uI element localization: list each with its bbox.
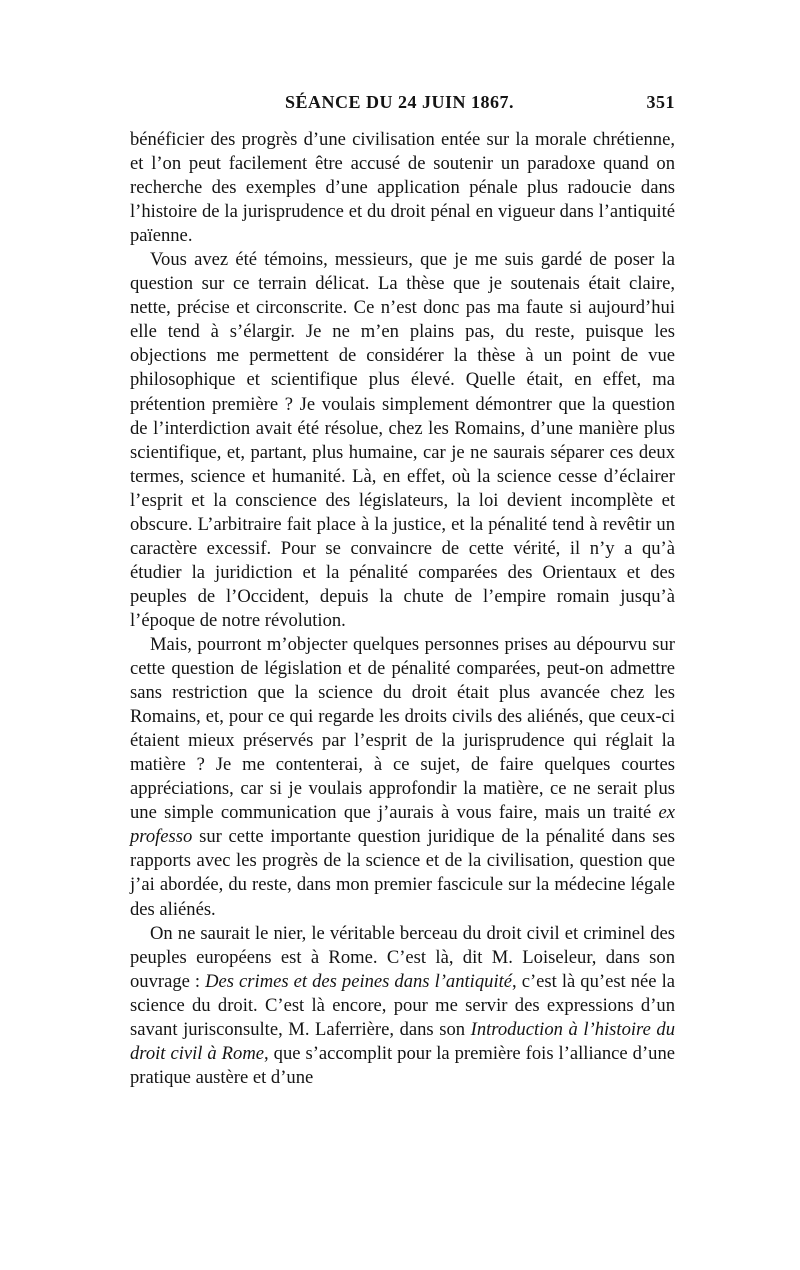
text-segment: , que s’accomplit pour la première fois l’alliance d’une pratique austère et d’une [130,1042,675,1088]
text-segment: Mais, pourront m’objecter quelques personnes prises au dépourvu sur cette question de législation et de pénalité comparées, peut-on admettre sans restriction que la science du droit était plus avancée chez les Romains, et, pour ce qui regarde les droits civils des aliénés, que ceux-ci étaient mieux préservés par l’esprit de la jurisprudence qui réglait la matière ? Je me contenterai, à ce sujet, de faire quelques courtes appréciations, car si je voulais approfondir la matière, ce ne serait plus une simple communication que j’aurais à vous faire, mais un traité [130,633,675,824]
running-header [130,92,675,118]
text-segment: bénéficier des progrès d’une civilisation entée sur la morale chrétienne, et l’on peut facilement être accusé de soutenir un paradoxe quand on recherche des exemples d’une application pénale plus radoucie dans l’histoire de la jurisprudence et du droit pénal en vigueur dans l’antiquité païenne. [130,129,675,247]
italic-segment: Des crimes et des peines dans l’antiquité [205,970,513,992]
header-title: SÉANCE DU 24 JUIN 1867. [285,92,515,112]
text-segment: Vous avez été témoins, messieurs, que je me suis gardé de poser la question sur ce terrain délicat. La thèse que je soutenais était claire, nette, précise et circonscrite. Ce n’est donc pas ma faute si aujourd’hui elle tend à s’élargir. Je ne m’en plains pas, du reste, puisque les objections me permettent de considérer la thèse à un point de vue philosophique et scientifique plus élevé. Quelle était, en effet, ma prétention première ? Je voulais simplement démontrer que la question de l’interdiction avait été résolue, chez les Romains, d’une manière plus scientifique, et, partant, plus humaine, car je ne saurais séparer ces deux termes, science et humanité. Là, en effet, où la science cesse d’éclairer l’esprit et la conscience des législateurs, la loi devient incomplète et obscure. L’arbitraire fait place à la justice, et la pénalité tend à revêtir un caractère excessif. Pour se convaincre de cette vérité, il n’y a qu’à étudier la juridiction et la pénalité comparées des Orientaux et des peuples de l’Occident, depuis la chute de l’empire romain jusqu’à l’époque de notre révolution. [130,249,675,631]
italic-segment: ex professo [130,802,675,848]
italic-segment: Introduction à l’histoire du droit civil à Rome [130,1018,675,1064]
text-segment: On ne saurait le nier, le véritable berceau du droit civil et criminel des peuples européens est à Rome. C’est là, dit M. Loiseleur, dans son ouvrage : [130,922,675,992]
text-segment: sur cette importante question juridique de la pénalité dans ses rapports avec les progrès de la science et de la civilisation, question que j’ai abordée, du reste, dans mon premier fascicule sur la médecine légale des aliénés. [130,826,675,920]
paragraph [130,248,675,633]
paragraph [130,128,675,248]
text-segment: , c’est là qu’est née la science du droit. C’est là encore, pour me servir des expressions d’un savant jurisconsulte, M. Laferrière, dans son [130,970,675,1040]
page-number: 351 [646,92,675,112]
body-text [130,128,675,1090]
paragraph [130,922,675,1090]
paragraph [130,633,675,922]
